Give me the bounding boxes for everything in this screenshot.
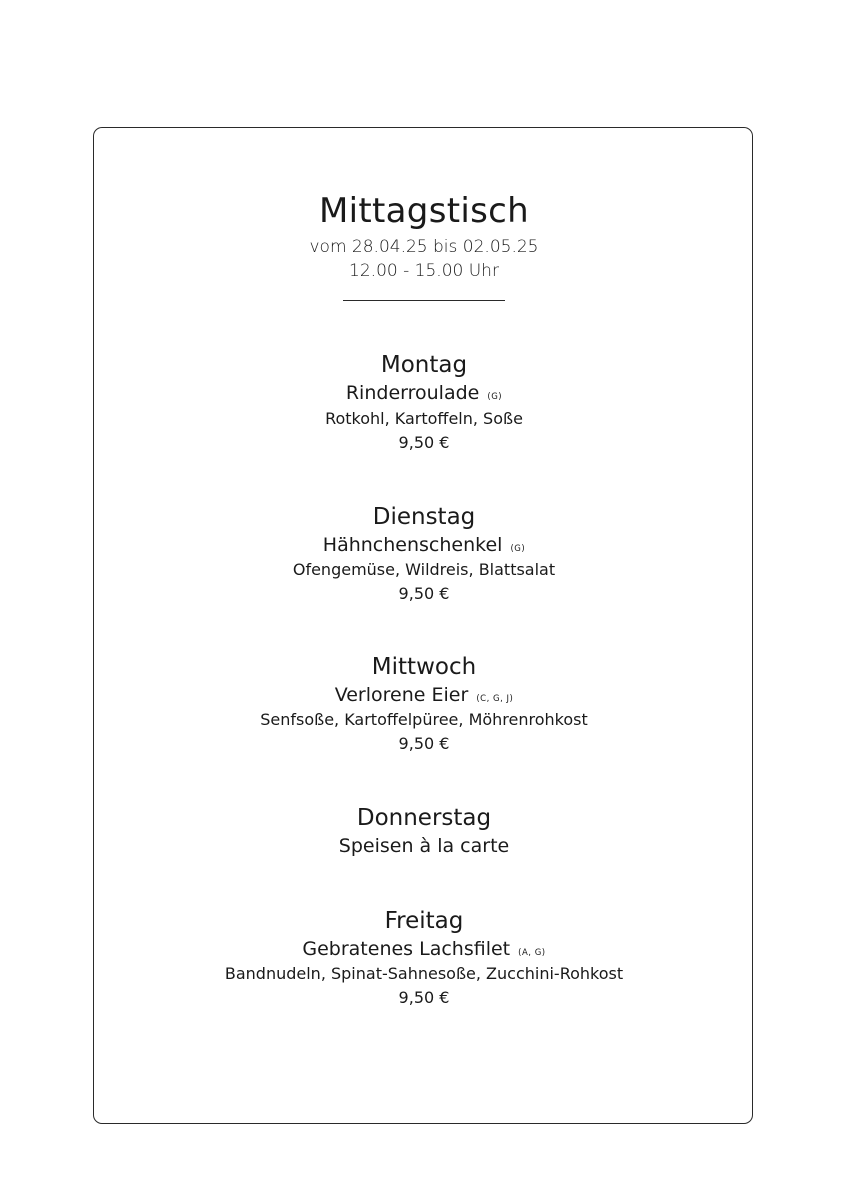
allergen-codes: (G) <box>510 544 526 554</box>
dish-name: Verlorene Eier <box>334 684 469 706</box>
sides-monday: Rotkohl, Kartoffeln, Soße <box>325 409 523 428</box>
dish-name: Hähnchenschenkel <box>322 534 503 556</box>
dish-friday <box>0 937 848 965</box>
dish-tuesday <box>0 533 848 561</box>
page-title: Mittagstisch <box>319 191 529 231</box>
sides-tuesday: Ofengemüse, Wildreis, Blattsalat <box>292 560 556 579</box>
day-tuesday: Dienstag <box>372 504 476 530</box>
dish-monday <box>0 381 848 409</box>
allergen-codes: (A, G) <box>518 948 546 958</box>
divider <box>343 300 505 301</box>
day-thursday: Donnerstag <box>356 805 492 831</box>
price-monday: 9,50 € <box>398 433 450 452</box>
opening-hours: 12.00 - 15.00 Uhr <box>349 261 499 281</box>
dish-name: Rinderroulade <box>345 382 480 404</box>
dish-wednesday <box>0 683 848 711</box>
day-wednesday: Mittwoch <box>371 654 477 680</box>
date-range: vom 28.04.25 bis 02.05.25 <box>309 237 539 257</box>
price-friday: 9,50 € <box>398 988 450 1007</box>
day-friday: Freitag <box>384 908 464 934</box>
allergen-codes: (C, G, J) <box>476 694 514 704</box>
price-tuesday: 9,50 € <box>398 584 450 603</box>
sides-wednesday: Senfsoße, Kartoffelpüree, Möhrenrohkost <box>260 710 588 729</box>
dish-thursday: Speisen à la carte <box>338 835 510 857</box>
sides-friday: Bandnudeln, Spinat-Sahnesoße, Zucchini-Rohkost <box>224 964 624 983</box>
dish-name: Gebratenes Lachsfilet <box>302 938 511 960</box>
day-monday: Montag <box>380 352 468 378</box>
allergen-codes: (G) <box>487 392 503 402</box>
price-wednesday: 9,50 € <box>398 734 450 753</box>
